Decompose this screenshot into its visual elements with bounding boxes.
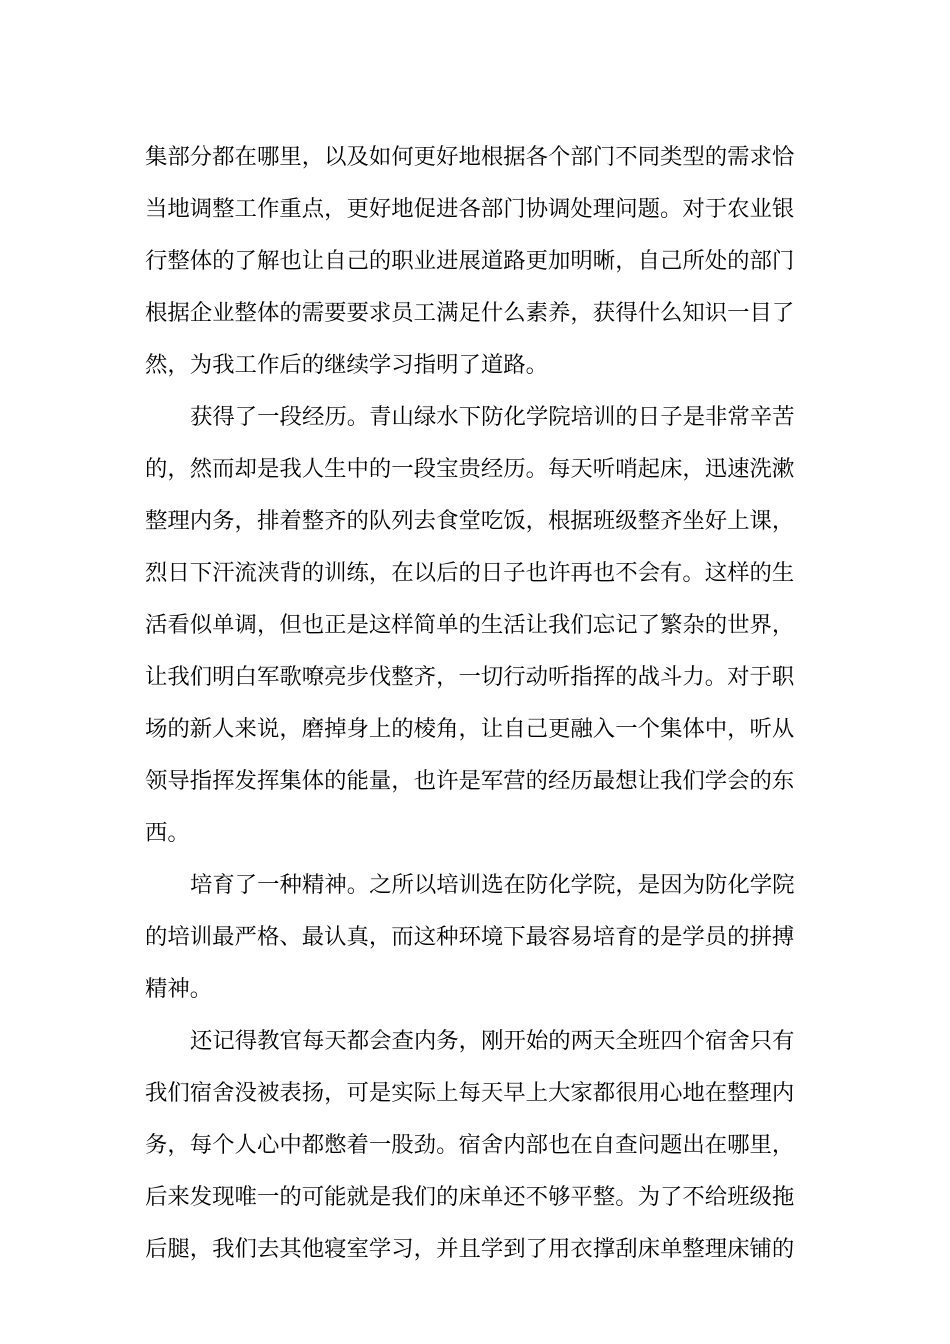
text-line: 的，然而却是我人生中的一段宝贵经历。每天听哨起床，迅速洗漱 <box>145 456 795 482</box>
text-line: 当地调整工作重点，更好地促进各部门协调处理问题。对于农业银 <box>145 196 795 222</box>
text-line: 活看似单调，但也正是这样简单的生活让我们忘记了繁杂的世界， <box>145 612 795 638</box>
paragraph-start-line: 获得了一段经历。青山绿水下防化学院培训的日子是非常辛苦 <box>190 404 795 430</box>
paragraph-start-line: 还记得教官每天都会查内务，刚开始的两天全班四个宿舍只有 <box>190 1028 795 1054</box>
paragraph-start-line: 培育了一种精神。之所以培训选在防化学院，是因为防化学院 <box>190 872 795 898</box>
text-line: 后来发现唯一的可能就是我们的床单还不够平整。为了不给班级拖 <box>145 1184 795 1210</box>
text-line: 整理内务，排着整齐的队列去食堂吃饭，根据班级整齐坐好上课， <box>145 508 795 534</box>
text-line: 行整体的了解也让自己的职业进展道路更加明晰，自己所处的部门 <box>145 248 795 274</box>
text-line: 领导指挥发挥集体的能量，也许是军营的经历最想让我们学会的东 <box>145 768 795 794</box>
text-line: 务，每个人心中都憋着一股劲。宿舍内部也在自查问题出在哪里， <box>145 1132 795 1158</box>
text-line: 然，为我工作后的继续学习指明了道路。 <box>145 352 549 378</box>
text-line: 精神。 <box>145 976 213 1002</box>
text-line: 烈日下汗流浃背的训练，在以后的日子也许再也不会有。这样的生 <box>145 560 795 586</box>
text-line: 的培训最严格、最认真，而这种环境下最容易培育的是学员的拼搏 <box>145 924 795 950</box>
text-line: 集部分都在哪里，以及如何更好地根据各个部门不同类型的需求恰 <box>145 144 795 170</box>
text-line: 根据企业整体的需要要求员工满足什么素养，获得什么知识一目了 <box>145 300 795 326</box>
body-text <box>145 131 817 1275</box>
text-line: 场的新人来说，磨掉身上的棱角，让自己更融入一个集体中，听从 <box>145 716 795 742</box>
text-line: 让我们明白军歌嘹亮步伐整齐，一切行动听指挥的战斗力。对于职 <box>145 664 795 690</box>
text-line: 西。 <box>145 820 190 846</box>
text-line: 我们宿舍没被表扬，可是实际上每天早上大家都很用心地在整理内 <box>145 1080 795 1106</box>
text-line: 后腿，我们去其他寝室学习，并且学到了用衣撑刮床单整理床铺的 <box>145 1236 795 1262</box>
